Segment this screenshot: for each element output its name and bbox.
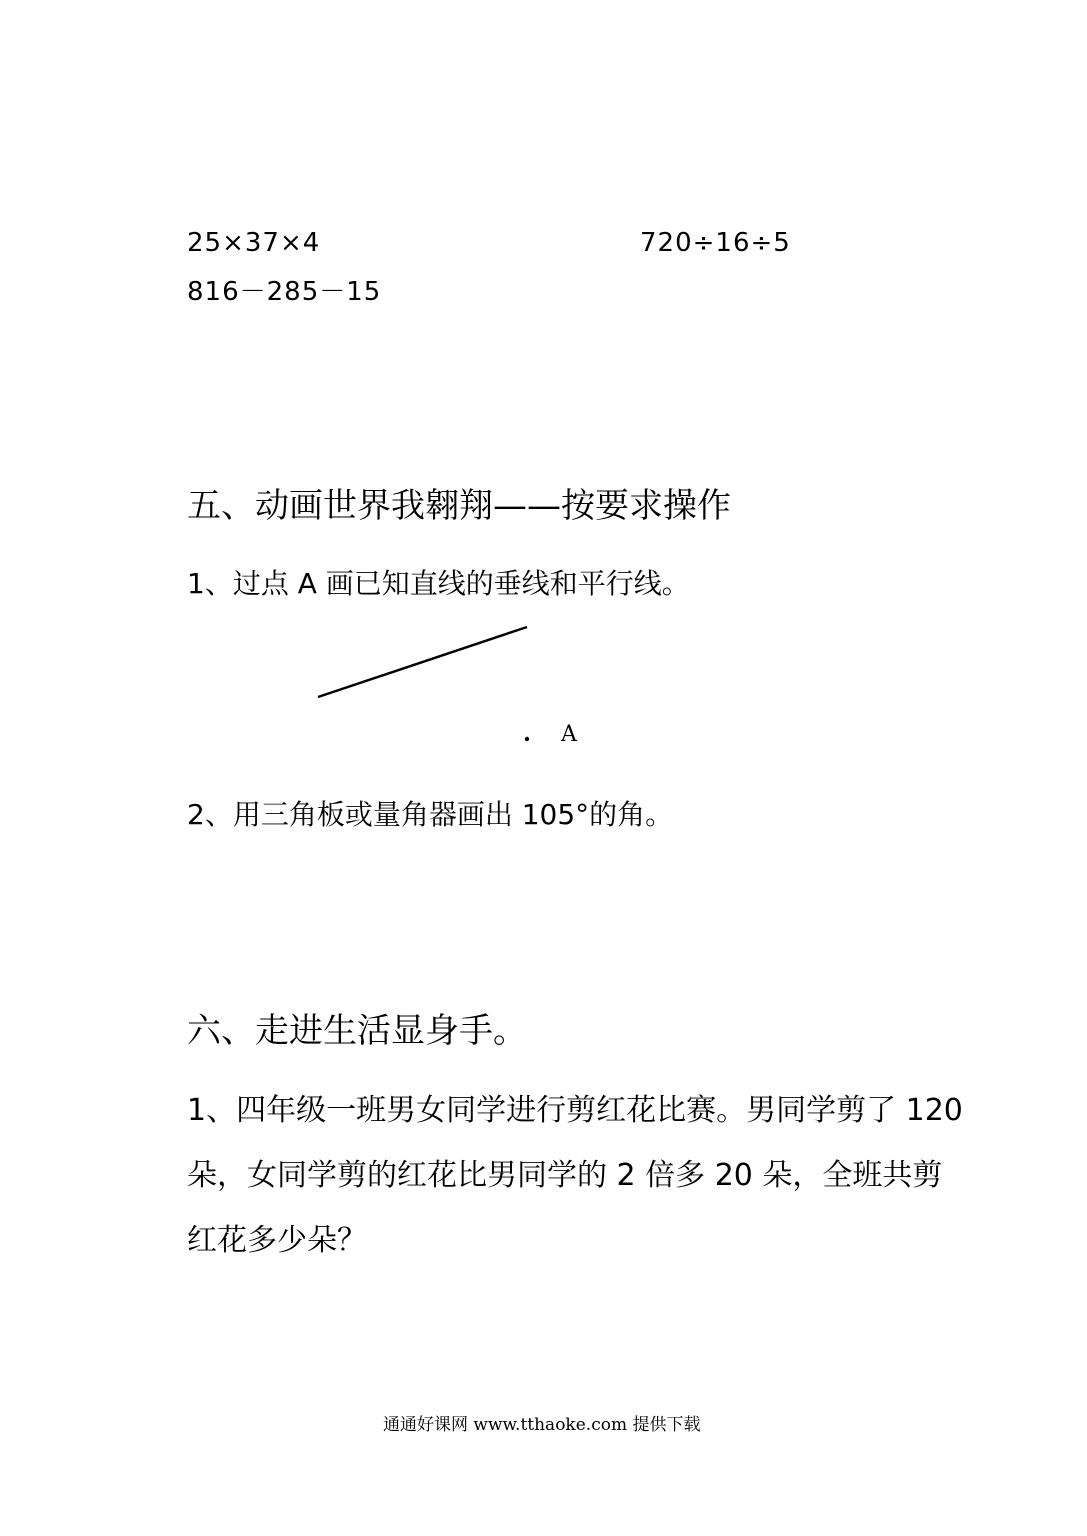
page-footer: 通通好课网 www.tthaoke.com 提供下载	[383, 1415, 701, 1435]
point-a-dot	[525, 737, 529, 741]
section-6-problem-1-line-2: 朵，女同学剪的红花比男同学的 2 倍多 20 朵，全班共剪	[187, 1158, 943, 1193]
calc-expr-1: 25×37×4	[187, 228, 321, 258]
section-6-problem-1-line-1: 1、四年级一班男女同学进行剪红花比赛。男同学剪了 120	[187, 1093, 963, 1128]
calc-expr-3: 816－285－15	[187, 277, 382, 307]
section-6-problem-1-line-3: 红花多少朵？	[187, 1223, 367, 1258]
point-a-label: A	[561, 722, 577, 747]
section-5-question-1: 1、过点 A 画已知直线的垂线和平行线。	[187, 567, 690, 600]
section-5-title: 五、动画世界我翱翔——按要求操作	[187, 486, 731, 526]
given-line	[318, 627, 527, 697]
section-6-title: 六、走进生活显身手。	[187, 1011, 527, 1051]
section-5-question-2: 2、用三角板或量角器画出 105°的角。	[187, 798, 674, 831]
calc-expr-2: 720÷16÷5	[640, 228, 791, 258]
